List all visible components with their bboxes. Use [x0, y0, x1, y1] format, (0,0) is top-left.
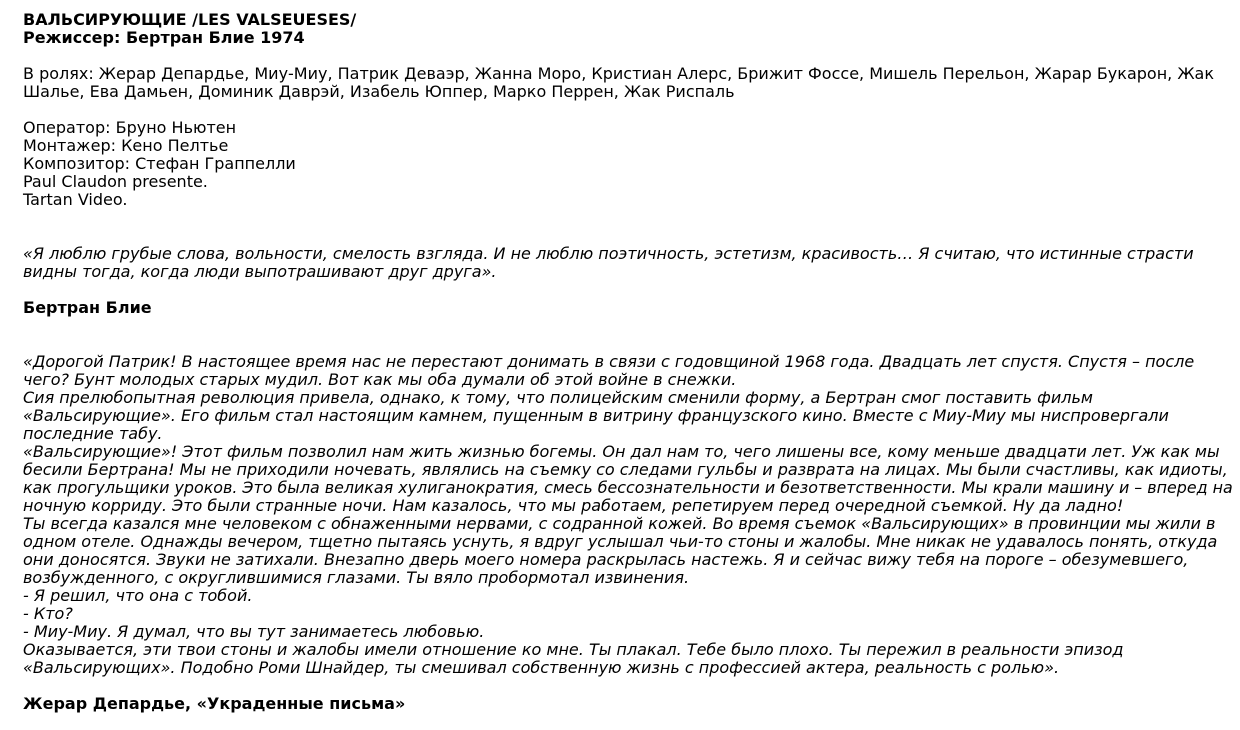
- spacer: [23, 335, 1233, 353]
- letter-line: «Дорогой Патрик! В настоящее время нас не перестают донимать в связи с годовщиной 1968 года. Двадцать лет спустя. Спустя – после: [23, 352, 1195, 371]
- spacer: [23, 101, 1233, 119]
- letter-line: возбужденного, с округлившимися глазами. Ты вяло пробормотал извинения.: [23, 568, 690, 587]
- spacer: [23, 227, 1233, 245]
- quote-line: «Я люблю грубые слова, вольности, смелость взгляда. И не люблю поэтичность, эстетизм, красивость… Я считаю, что истинные страсти: [23, 244, 1194, 263]
- cast-line: В ролях: Жерар Депардье, Миу-Миу, Патрик Деваэр, Жанна Моро, Кристиан Алерс, Брижит Фоссе, Мишель Перельон, Жарар Букарон, Жак: [23, 64, 1215, 83]
- letter-line: они доносятся. Звуки не затихали. Внезапно дверь моего номера раскрылась настежь. Я и сейчас вижу тебя на пороге – обезумевшего,: [23, 550, 1189, 569]
- letter-line: - Кто?: [23, 604, 73, 623]
- letter-line: Ты всегда казался мне человеком с обнаженными нервами, с содранной кожей. Во время съемок «Вальсирующих» в провинции мы жили в: [23, 514, 1216, 533]
- director-quote: [23, 245, 1233, 281]
- letter: [23, 353, 1233, 677]
- spacer: [23, 281, 1233, 299]
- letter-line: бесили Бертрана! Мы не приходили ночевать, являлись на съемку со следами гульбы и разврата на лицах. Мы были счастливы, как идиоты,: [23, 460, 1228, 479]
- credit-line: Tartan Video.: [23, 190, 128, 209]
- letter-line: ночную корриду. Это были странные ночи. Нам казалось, что мы работаем, репетируем перед очередной съемкой. Ну да ладно!: [23, 496, 1124, 515]
- cast-paragraph: [23, 65, 1233, 101]
- letter-line: Сия прелюбопытная революция привела, однако, к тому, что полицейским сменили форму, а Бертран смог поставить фильм: [23, 388, 1093, 407]
- letter-line: чего? Бунт молодых старых мудил. Вот как мы оба думали об этой войне в снежки.: [23, 370, 737, 389]
- spacer: [23, 317, 1233, 335]
- credit-line: Композитор: Стефан Граппелли: [23, 154, 296, 173]
- film-title: ВАЛЬСИРУЮЩИЕ /LES VALSEUESES/: [23, 10, 357, 29]
- letter-line: последние табу.: [23, 424, 163, 443]
- spacer: [23, 47, 1233, 65]
- letter-line: - Я решил, что она с тобой.: [23, 586, 253, 605]
- spacer: [23, 209, 1233, 227]
- quote-author: Бертран Блие: [23, 298, 152, 317]
- document: [23, 11, 1233, 713]
- credit-line: Монтажер: Кено Пелтье: [23, 136, 229, 155]
- letter-author: Жерар Депардье, «Украденные письма»: [23, 694, 406, 713]
- header: [23, 11, 1233, 47]
- credits: [23, 119, 1233, 209]
- director-line: Режиссер: Бертран Блие 1974: [23, 28, 305, 47]
- letter-line: Оказывается, эти твои стоны и жалобы имели отношение ко мне. Ты плакал. Тебе было плохо. Ты пережил в реальности эпизод: [23, 640, 1124, 659]
- credit-line: Paul Claudon presente.: [23, 172, 208, 191]
- credit-line: Оператор: Бруно Ньютен: [23, 118, 237, 137]
- letter-line: «Вальсирующие»! Этот фильм позволил нам жить жизнью богемы. Он дал нам то, чего лишены все, кому меньше двадцати лет. Уж как мы: [23, 442, 1220, 461]
- cast-line: Шалье, Ева Дамьен, Доминик Даврэй, Изабель Юппер, Марко Перрен, Жак Риспаль: [23, 82, 735, 101]
- letter-line: «Вальсирующие». Его фильм стал настоящим камнем, пущенным в витрину французского кино. Вместе с Миу-Миу мы ниспровергали: [23, 406, 1169, 425]
- letter-line: - Миу-Миу. Я думал, что вы тут занимаетесь любовью.: [23, 622, 485, 641]
- letter-line: как прогульщики уроков. Это была великая хулиганократия, смесь бессознательности и безответственности. Мы крали машину и – вперед на: [23, 478, 1233, 497]
- quote-line: видны тогда, когда люди выпотрашивают друг друга».: [23, 262, 497, 281]
- letter-line: «Вальсирующих». Подобно Роми Шнайдер, ты смешивал собственную жизнь с профессией актера, реальность с ролью».: [23, 658, 1060, 677]
- spacer: [23, 677, 1233, 695]
- letter-line: одном отеле. Однажды вечером, тщетно пытаясь уснуть, я вдруг услышал чьи-то стоны и жалобы. Мне никак не удавалось понять, откуда: [23, 532, 1218, 551]
